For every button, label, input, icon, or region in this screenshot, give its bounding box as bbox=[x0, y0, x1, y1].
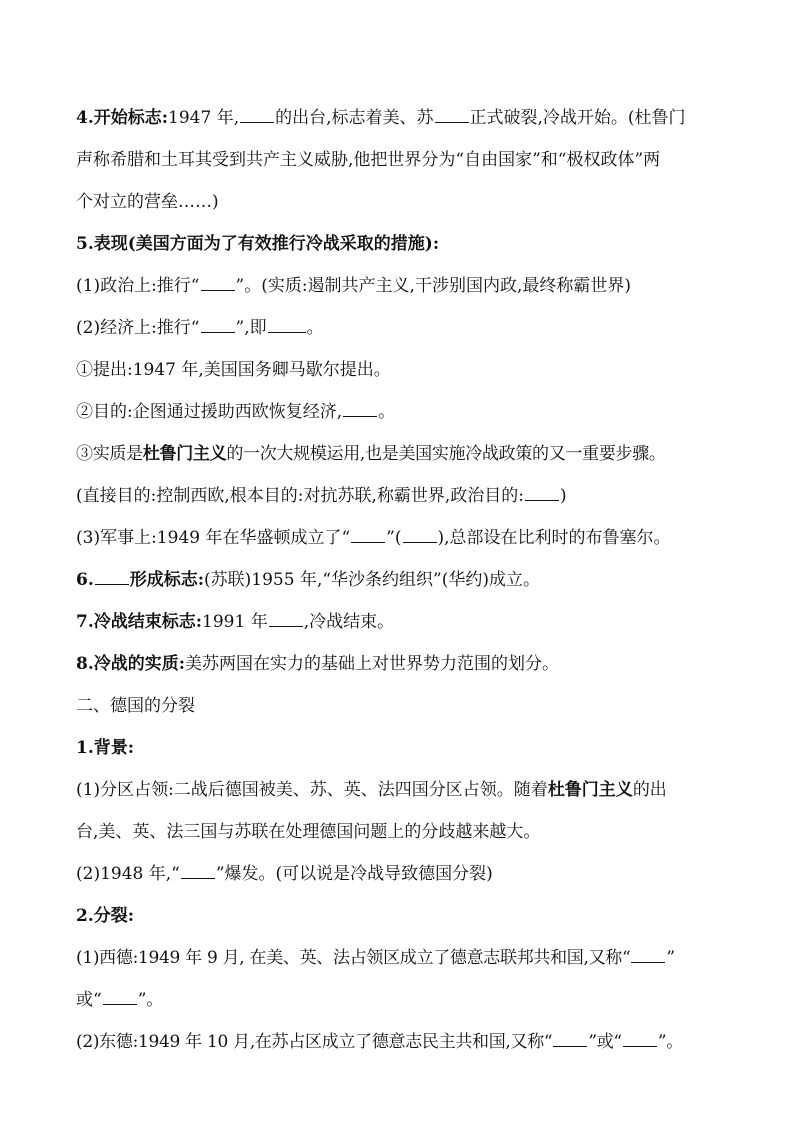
fill-blank[interactable] bbox=[623, 1045, 657, 1047]
fill-blank[interactable] bbox=[268, 331, 306, 333]
line-5-2-d: (直接目的:控制西欧,根本目的:对抗苏联,称霸世界,政治目的: ) bbox=[76, 486, 567, 506]
fill-blank[interactable] bbox=[240, 121, 274, 123]
line-8: 8.冷战的实质:美苏两国在实力的基础上对世界势力范围的划分。 bbox=[76, 654, 560, 674]
fill-blank[interactable] bbox=[435, 121, 469, 123]
fill-blank[interactable] bbox=[201, 289, 235, 291]
fill-blank[interactable] bbox=[269, 625, 303, 627]
line-split-1-cont: 或“ ”。 bbox=[76, 990, 164, 1010]
fill-blank[interactable] bbox=[553, 1045, 587, 1047]
heading-background: 1.背景: bbox=[76, 738, 135, 758]
fill-blank[interactable] bbox=[201, 331, 235, 333]
line-5-1: (1)政治上:推行“ ”。(实质:遏制共产主义,干涉别国内政,最终称霸世界) bbox=[76, 276, 631, 296]
section-2-title: 二、德国的分裂 bbox=[76, 696, 195, 716]
line-5-2-a: ①提出:1947 年,美国国务卿马歇尔提出。 bbox=[76, 360, 391, 380]
line-4-cont2: 个对立的营垒……) bbox=[76, 192, 219, 212]
line-split-1: (1)西德:1949 年 9 月, 在美、英、法占领区成立了德意志联邦共和国,又称“ ” bbox=[76, 948, 675, 968]
document-page bbox=[76, 97, 726, 1063]
line-5-2-b: ②目的:企图通过援助西欧恢复经济, 。 bbox=[76, 402, 396, 422]
heading-5: 5.表现(美国方面为了有效推行冷战采取的措施): bbox=[76, 234, 440, 254]
fill-blank[interactable] bbox=[181, 877, 215, 879]
line-bg-2: (2)1948 年,“ ”爆发。(可以说是冷战导致德国分裂) bbox=[76, 864, 493, 884]
heading-split: 2.分裂: bbox=[76, 906, 135, 926]
fill-blank[interactable] bbox=[95, 583, 129, 585]
fill-blank[interactable] bbox=[403, 541, 437, 543]
line-5-3: (3)军事上:1949 年在华盛顿成立了“ ”( ),总部设在比利时的布鲁塞尔。 bbox=[76, 528, 671, 548]
line-split-2: (2)东德:1949 年 10 月,在苏占区成立了德意志民主共和国,又称“ ”或“ ”。 bbox=[76, 1032, 683, 1052]
line-7: 7.冷战结束标志:1991 年 ,冷战结束。 bbox=[76, 612, 395, 632]
fill-blank[interactable] bbox=[103, 1003, 137, 1005]
line-4: 4.开始标志:1947 年, 的出台,标志着美、苏 正式破裂,冷战开始。(杜鲁门 bbox=[76, 108, 686, 128]
fill-blank[interactable] bbox=[525, 499, 559, 501]
line-4-cont: 声称希腊和土耳其受到共产主义威胁,他把世界分为“自由国家”和“极权政体”两 bbox=[76, 150, 661, 170]
fill-blank[interactable] bbox=[351, 541, 385, 543]
line-6: 6. 形成标志:(苏联)1955 年,“华沙条约组织”(华约)成立。 bbox=[76, 570, 541, 590]
fill-blank[interactable] bbox=[631, 961, 665, 963]
fill-blank[interactable] bbox=[343, 415, 377, 417]
heading: 4.开始标志: bbox=[76, 108, 169, 128]
line-bg-1: (1)分区占领:二战后德国被美、苏、英、法四国分区占领。随着杜鲁门主义的出 bbox=[76, 780, 667, 800]
line-bg-1-cont: 台,美、英、法三国与苏联在处理德国问题上的分歧越来越大。 bbox=[76, 822, 541, 842]
line-5-2: (2)经济上:推行“ ”,即 。 bbox=[76, 318, 324, 338]
line-5-2-c: ③实质是杜鲁门主义的一次大规模运用,也是美国实施冷战政策的又一重要步骤。 bbox=[76, 444, 666, 464]
